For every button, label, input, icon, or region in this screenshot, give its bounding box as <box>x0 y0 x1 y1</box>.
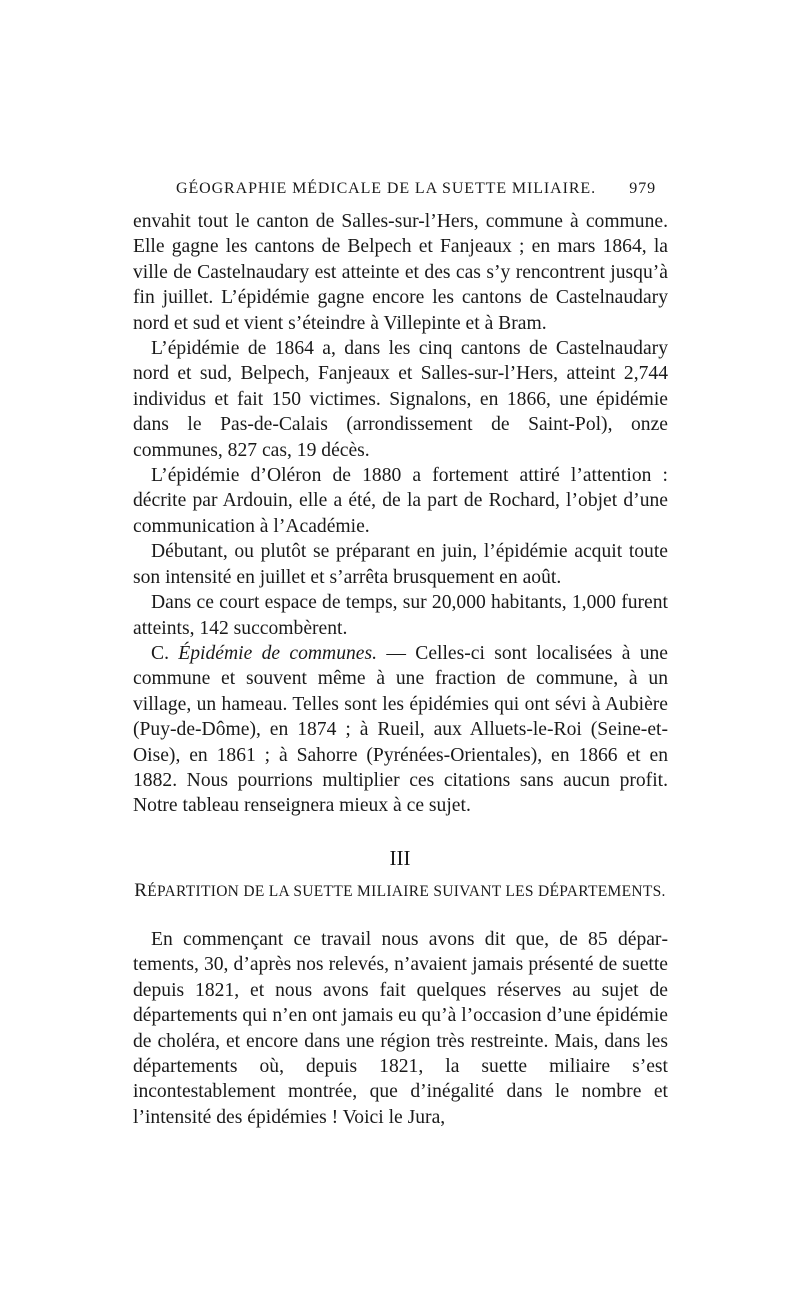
page-number: 979 <box>629 180 656 197</box>
paragraph: envahit tout le canton de Salles-sur-l’Hers, commune à commune. Elle gagne les cantons de Belpech et Fanjeaux ; en mars 1864, la ville de Castelnaudary est atteinte et des cas s’y rencontrent jusqu’à fin juillet. L’épidémie gagne encore les cantons de Castelnaudary nord et sud et vient s’éteindre à Villepinte et à Bram. <box>133 211 668 334</box>
section-title <box>0 880 800 902</box>
paragraph: L’épidémie de 1864 a, dans les cinq cantons de Castelnaudary nord et sud, Belpech, Fanjeaux et Salles-sur-l’Hers, atteint 2,744 individus et fait 150 victimes. Signalons, en 1866, une épidémie dans le Pas-de-Calais (arrondissement de Saint-Pol), onze communes, 827 cas, 19 décès. <box>133 338 668 461</box>
paragraph-c-prefix: C. <box>151 642 169 664</box>
section-number: III <box>389 846 411 870</box>
main-text-block <box>133 209 668 819</box>
paragraph: Dans ce court espace de temps, sur 20,000 habitants, 1,000 furent atteints, 142 succombèrent. <box>133 592 668 639</box>
paragraph-c-heading: Épidémie de communes. <box>178 642 378 664</box>
paragraph-c <box>133 641 668 819</box>
paragraph: En commençant ce travail nous avons dit que, de 85 départements, 30, d’après nos relevés, n’avaient jamais présenté de suette depuis 1821, et nous avons fait quelques réserves au sujet de départements qui n’en ont jamais eu qu’à l’occasion d’une épidémie de choléra, et encore dans une région très restreinte. Mais, dans les départements où, depuis 1821, la suette miliaire s’est incontestablement montrée, que d’inégalité dans le nombre et l’intensité des épidémies ! Voici le Jura, <box>133 929 668 1128</box>
section-title-rest: ÉPARTITION DE LA SUETTE MILIAIRE SUIVANT LES DÉPARTEMENTS. <box>147 883 666 900</box>
running-header <box>176 180 656 198</box>
section-title-initial: R <box>134 880 148 901</box>
paragraph: Débutant, ou plutôt se préparant en juin, l’épidémie acquit toute son intensité en juillet et s’arrêta brusquement en août. <box>133 541 668 588</box>
section-text-block <box>133 927 668 1130</box>
header-title: GÉOGRAPHIE MÉDICALE DE LA SUETTE MILIAIRE. <box>176 180 596 197</box>
paragraph: L’épidémie d’Oléron de 1880 a fortement attiré l’attention : décrite par Ardouin, elle a été, de la part de Rochard, l’objet d’une communication à l’Académie. <box>133 465 668 537</box>
paragraph-c-text: — Celles-ci sont localisées à une commune et souvent même à une fraction de commune, à un village, un hameau. Telles sont les épidémies qui ont sévi à Aubière (Puy-de-Dôme), en 1874 ; à Rueil, aux Alluets-le-Roi (Seine-et-Oise), en 1861 ; à Sahorre (Pyrénées-Orientales), en 1866 et en 1882. Nous pourrions multiplier ces citations sans aucun profit. Notre tableau renseignera mieux à ce sujet. <box>133 642 668 817</box>
